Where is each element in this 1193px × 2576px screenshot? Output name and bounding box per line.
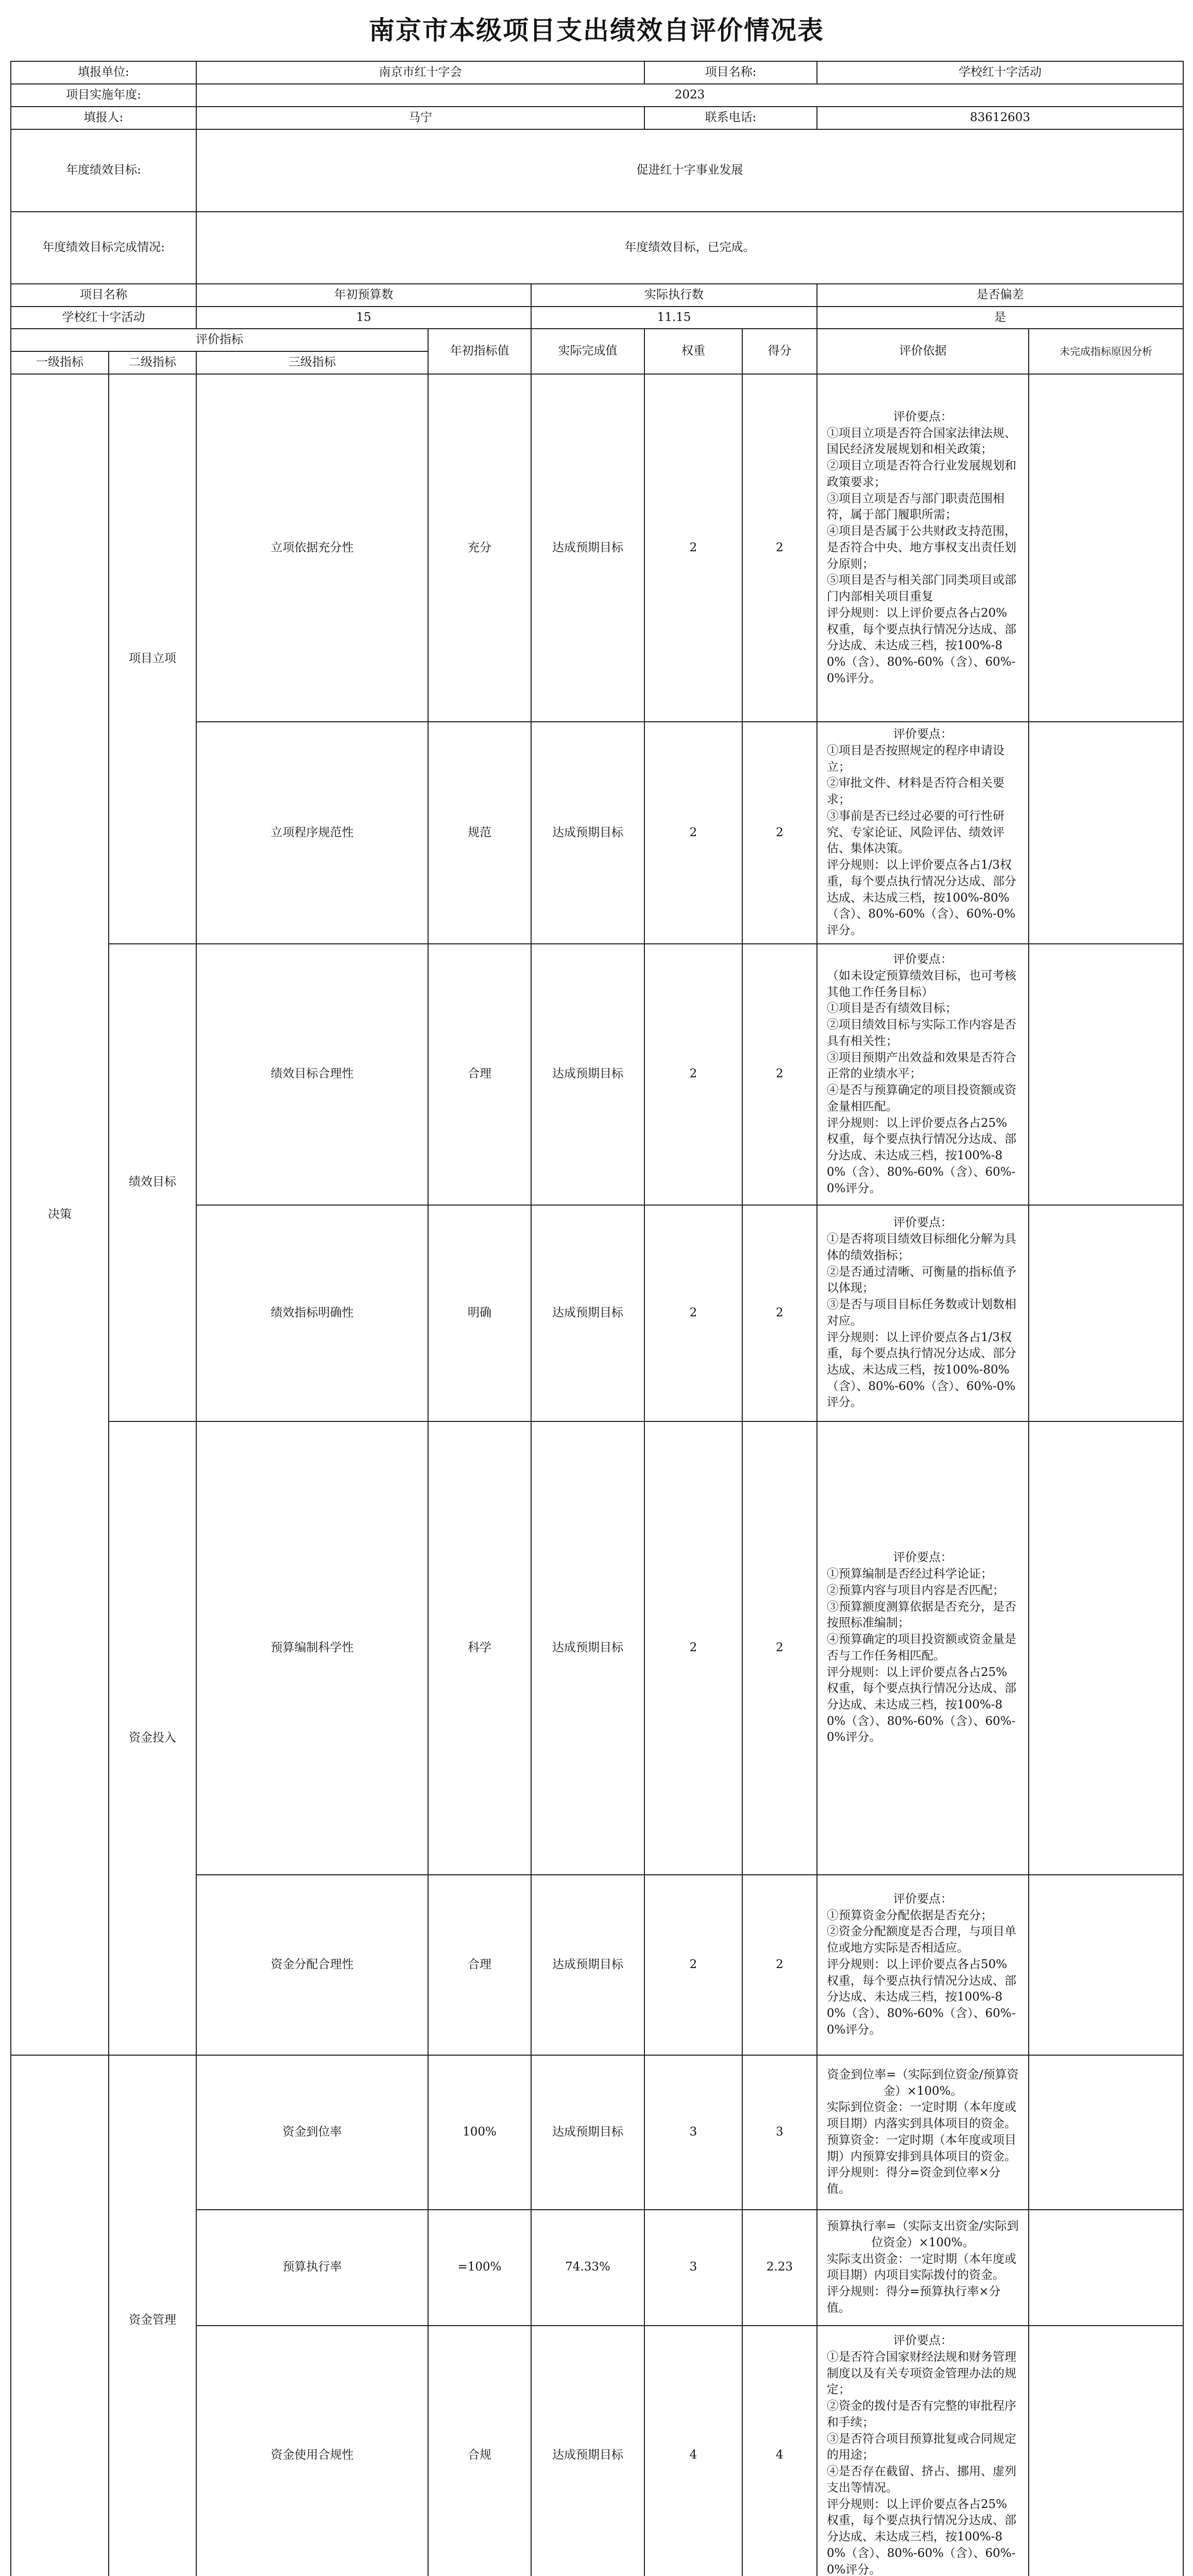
project-value: 学校红十字活动: [817, 61, 1183, 84]
indicator-actual: 达成预期目标: [531, 1875, 644, 2055]
indicator-row: [11, 1421, 1183, 1875]
indicator-reason: [1029, 722, 1183, 944]
basis-line: ③事前是否已经过必要的可行性研究、专家论证、风险评估、绩效评估、集体决策。: [827, 809, 1004, 856]
basis-line: ②项目绩效目标与实际工作内容是否具有相关性；: [827, 1018, 1016, 1048]
col-l1: 一级指标: [11, 351, 109, 374]
basis-line: ②审批文件、材料是否符合相关要求；: [827, 776, 1004, 807]
budget-h-budget: 年初预算数: [196, 284, 531, 307]
indicator-weight: 2: [644, 374, 742, 722]
indicator-name: 绩效指标明确性: [196, 1205, 428, 1421]
indicator-basis: [817, 2210, 1029, 2326]
basis-line: ④预算确定的项目投资额或资金量是否与工作任务相匹配。: [827, 1633, 1016, 1663]
basis-line: 评价要点：: [893, 953, 952, 967]
budget-h-name: 项目名称: [11, 284, 196, 307]
col-target: 年初指标值: [428, 329, 531, 374]
indicator-target: 充分: [428, 374, 531, 722]
basis-line: ①项目立项是否符合国家法律法规、国民经济发展规划和相关政策；: [827, 426, 1016, 456]
col-actual: 实际完成值: [531, 329, 644, 374]
indicator-target: 科学: [428, 1421, 531, 1875]
basis-line: 评分规则：得分=资金到位率×分值。: [827, 2166, 1001, 2196]
basis-line: ①预算编制是否经过科学论证；: [827, 1567, 993, 1581]
col-score: 得分: [742, 329, 817, 374]
indicator-target: 100%: [428, 2055, 531, 2210]
year-label: 项目实施年度:: [11, 84, 196, 107]
indicator-score: 2: [742, 1205, 817, 1421]
col-l3: 三级指标: [196, 351, 428, 374]
basis-line: 评价要点：: [893, 2334, 952, 2348]
basis-line: ③预算额度测算依据是否充分，是否按照标准编制；: [827, 1600, 1016, 1630]
basis-line: 评分规则：以上评价要点各占20%权重，每个要点执行情况分达成、部分达成、未达成三档，按100%-80%（含）、80%-60%（含）、60%-0%评分。: [827, 606, 1016, 685]
budget-h-exec: 实际执行数: [531, 284, 817, 307]
budget-budget: 15: [196, 307, 531, 329]
project-label: 项目名称:: [644, 61, 817, 84]
basis-line: ①项目是否按照规定的程序申请设立；: [827, 743, 1004, 774]
goal-done-label: 年度绩效目标完成情况:: [11, 212, 196, 284]
indicator-actual: 达成预期目标: [531, 944, 644, 1205]
basis-line: ①是否符合国家财经法规和财务管理制度以及有关专项资金管理办法的规定；: [827, 2350, 1016, 2397]
basis-line: 评价要点：: [893, 410, 952, 423]
l1-decision: 决策: [11, 374, 109, 2055]
phone-value: 83612603: [817, 107, 1183, 129]
basis-line: ①预算资金分配依据是否充分；: [827, 1908, 993, 1922]
indicator-basis: [817, 722, 1029, 944]
basis-line: 评价要点：: [893, 1551, 952, 1565]
indicator-target: =100%: [428, 2210, 531, 2326]
l2-funds: 资金投入: [109, 1421, 196, 2055]
indicator-weight: 2: [644, 944, 742, 1205]
basis-line: ②资金的拨付是否有完整的审批程序和手续；: [827, 2399, 1016, 2429]
l2-fund-mgmt: 资金管理: [109, 2055, 196, 2576]
indicator-basis: [817, 1421, 1029, 1875]
page-title: 南京市本级项目支出绩效自评价情况表: [369, 15, 824, 45]
filler-label: 填报人:: [11, 107, 196, 129]
indicator-actual: 达成预期目标: [531, 1205, 644, 1421]
basis-line: 评价要点：: [893, 1892, 952, 1906]
budget-name: 学校红十字活动: [11, 307, 196, 329]
indicator-reason: [1029, 1421, 1183, 1875]
indicator-target: 合理: [428, 944, 531, 1205]
indicator-basis: [817, 2055, 1029, 2210]
phone-label: 联系电话:: [644, 107, 817, 129]
basis-line: ⑤项目是否与相关部门同类项目或部门内部相关项目重复: [827, 573, 1016, 604]
basis-line: ②是否通过清晰、可衡量的指标值予以体现；: [827, 1265, 1016, 1295]
indicator-reason: [1029, 1875, 1183, 2055]
indicator-name: 资金使用合规性: [196, 2326, 428, 2576]
goal-done-row: [11, 212, 1183, 284]
indicator-name: 立项程序规范性: [196, 722, 428, 944]
indicator-reason: [1029, 1205, 1183, 1421]
col-group: 评价指标: [11, 329, 428, 351]
indicator-reason: [1029, 944, 1183, 1205]
indicator-actual: 达成预期目标: [531, 2055, 644, 2210]
indicator-reason: [1029, 374, 1183, 722]
basis-line: ①是否将项目绩效目标细化分解为具体的绩效指标；: [827, 1232, 1016, 1262]
year-row: [11, 84, 1183, 107]
indicator-score: 3: [742, 2055, 817, 2210]
indicator-basis: [817, 1205, 1029, 1421]
indicator-actual: 达成预期目标: [531, 2326, 644, 2576]
indicator-score: 4: [742, 2326, 817, 2576]
basis-line: 实际到位资金：一定时期（本年度或项目期）内落实到具体项目的资金。: [827, 2100, 1016, 2131]
indicator-basis: [817, 2326, 1029, 2576]
indicator-basis: [817, 374, 1029, 722]
col-group-row: [11, 329, 1183, 351]
indicator-name: 资金到位率: [196, 2055, 428, 2210]
indicator-score: 2: [742, 1421, 817, 1875]
indicator-score: 2.23: [742, 2210, 817, 2326]
indicator-weight: 4: [644, 2326, 742, 2576]
indicator-name: 立项依据充分性: [196, 374, 428, 722]
indicator-name: 绩效目标合理性: [196, 944, 428, 1205]
basis-line: ②预算内容与项目内容是否匹配；: [827, 1583, 1004, 1597]
indicator-reason: [1029, 2055, 1183, 2210]
basis-line: 评分规则：以上评价要点各占25%权重，每个要点执行情况分达成、部分达成、未达成三档，按100%-80%（含）、80%-60%（含）、60%-0%评分。: [827, 2497, 1016, 2576]
basis-line: ①项目是否有绩效目标；: [827, 1002, 957, 1015]
indicator-actual: 达成预期目标: [531, 722, 644, 944]
basis-line: 评分规则：以上评价要点各占1/3权重，每个要点执行情况分达成、部分达成、未达成三档，按100%-80%（含）、80%-60%（含）、60%-0%评分。: [827, 1330, 1016, 1410]
basis-line: ③是否符合项目预算批复或合同规定的用途；: [827, 2432, 1016, 2462]
evaluation-table: [10, 61, 1184, 2576]
goal-done-value: 年度绩效目标，已完成。: [196, 212, 1183, 284]
unit-value: 南京市红十字会: [196, 61, 644, 84]
basis-line: 评分规则：以上评价要点各占25%权重，每个要点执行情况分达成、部分达成、未达成三档，按100%-80%（含）、80%-60%（含）、60%-0%评分。: [827, 1116, 1016, 1195]
budget-over: 是: [817, 307, 1183, 329]
col-basis: 评价依据: [817, 329, 1029, 374]
indicator-weight: 3: [644, 2055, 742, 2210]
col-weight: 权重: [644, 329, 742, 374]
basis-line: ④是否存在截留、挤占、挪用、虚列支出等情况。: [827, 2465, 1016, 2495]
budget-row: [11, 307, 1183, 329]
indicator-weight: 2: [644, 1875, 742, 2055]
indicator-basis: [817, 944, 1029, 1205]
indicator-score: 2: [742, 722, 817, 944]
basis-line: 评价要点：: [893, 1216, 952, 1230]
basis-line: ②项目立项是否符合行业发展规划和政策要求；: [827, 459, 1016, 489]
filler-value: 马宁: [196, 107, 644, 129]
indicator-name: 资金分配合理性: [196, 1875, 428, 2055]
l1-process: [11, 2055, 109, 2576]
indicator-basis: [817, 1875, 1029, 2055]
budget-exec: 11.15: [531, 307, 817, 329]
basis-line: 评分规则：得分=预算执行率×分值。: [827, 2285, 1001, 2315]
indicator-target: 合规: [428, 2326, 531, 2576]
indicator-weight: 3: [644, 2210, 742, 2326]
indicator-target: 合理: [428, 1875, 531, 2055]
basis-line: 预算执行率=（实际支出资金/实际到位资金）×100%。: [827, 2219, 1019, 2249]
indicator-reason: [1029, 2326, 1183, 2576]
indicator-row: [11, 2055, 1183, 2210]
indicator-weight: 2: [644, 1205, 742, 1421]
goal-label: 年度绩效目标:: [11, 129, 196, 212]
goal-value: 促进红十字事业发展: [196, 129, 1183, 212]
col-l2: 二级指标: [109, 351, 196, 374]
basis-line: ②资金分配额度是否合理，与项目单位或地方实际是否相适应。: [827, 1925, 1016, 1955]
goal-row: [11, 129, 1183, 212]
basis-line: 预算资金：一定时期（本年度或项目期）内预算安排到具体项目的资金。: [827, 2133, 1016, 2163]
basis-line: ③项目预期产出效益和效果是否符合正常的业绩水平；: [827, 1050, 1016, 1081]
year-value: 2023: [196, 84, 1183, 107]
indicator-row: [11, 374, 1183, 722]
basis-line: 资金到位率=（实际到位资金/预算资金）×100%。: [827, 2067, 1019, 2098]
basis-line: ④是否与预算确定的项目投资额或资金量相匹配。: [827, 1083, 1016, 1113]
indicator-actual: 74.33%: [531, 2210, 644, 2326]
l2-setup: 项目立项: [109, 374, 196, 944]
filler-row: [11, 107, 1183, 129]
indicator-score: 2: [742, 1875, 817, 2055]
basis-line: 评分规则：以上评价要点各占25%权重，每个要点执行情况分达成、部分达成、未达成三档，按100%-80%（含）、80%-60%（含）、60%-0%评分。: [827, 1665, 1016, 1744]
indicator-weight: 2: [644, 1421, 742, 1875]
indicator-row: [11, 944, 1183, 1205]
l2-goals: 绩效目标: [109, 944, 196, 1421]
basis-line: 评分规则：以上评价要点各占50%权重，每个要点执行情况分达成、部分达成、未达成三档，按100%-80%（含）、80%-60%（含）、60%-0%评分。: [827, 1957, 1016, 2037]
indicator-score: 2: [742, 374, 817, 722]
basis-line: 实际支出资金：一定时期（本年度或项目期）内项目实际拨付的资金。: [827, 2252, 1016, 2282]
indicator-name: 预算执行率: [196, 2210, 428, 2326]
indicator-target: 规范: [428, 722, 531, 944]
indicator-actual: 达成预期目标: [531, 1421, 644, 1875]
indicator-name: 预算编制科学性: [196, 1421, 428, 1875]
basis-line: 评分规则：以上评价要点各占1/3权重，每个要点执行情况分达成、部分达成、未达成三档，按100%-80%（含）、80%-60%（含）、60%-0%评分。: [827, 858, 1016, 938]
basis-line: ④项目是否属于公共财政支持范围，是否符合中央、地方事权支出责任划分原则；: [827, 524, 1016, 571]
report-page: [10, 0, 1183, 2576]
indicator-reason: [1029, 2210, 1183, 2326]
basis-line: （如未设定预算绩效目标，也可考核其他工作任务目标）: [827, 969, 1016, 999]
basis-line: ③是否与项目目标任务数或计划数相对应。: [827, 1298, 1016, 1328]
budget-header-row: [11, 284, 1183, 307]
unit-label: 填报单位:: [11, 61, 196, 84]
unit-row: [11, 61, 1183, 84]
indicator-weight: 2: [644, 722, 742, 944]
basis-line: ③项目立项是否与部门职责范围相符，属于部门履职所需；: [827, 492, 1004, 522]
col-reason: 未完成指标原因分析: [1029, 329, 1183, 374]
indicator-score: 2: [742, 944, 817, 1205]
indicator-target: 明确: [428, 1205, 531, 1421]
budget-h-over: 是否偏差: [817, 284, 1183, 307]
basis-line: 评价要点：: [893, 727, 952, 741]
indicator-actual: 达成预期目标: [531, 374, 644, 722]
